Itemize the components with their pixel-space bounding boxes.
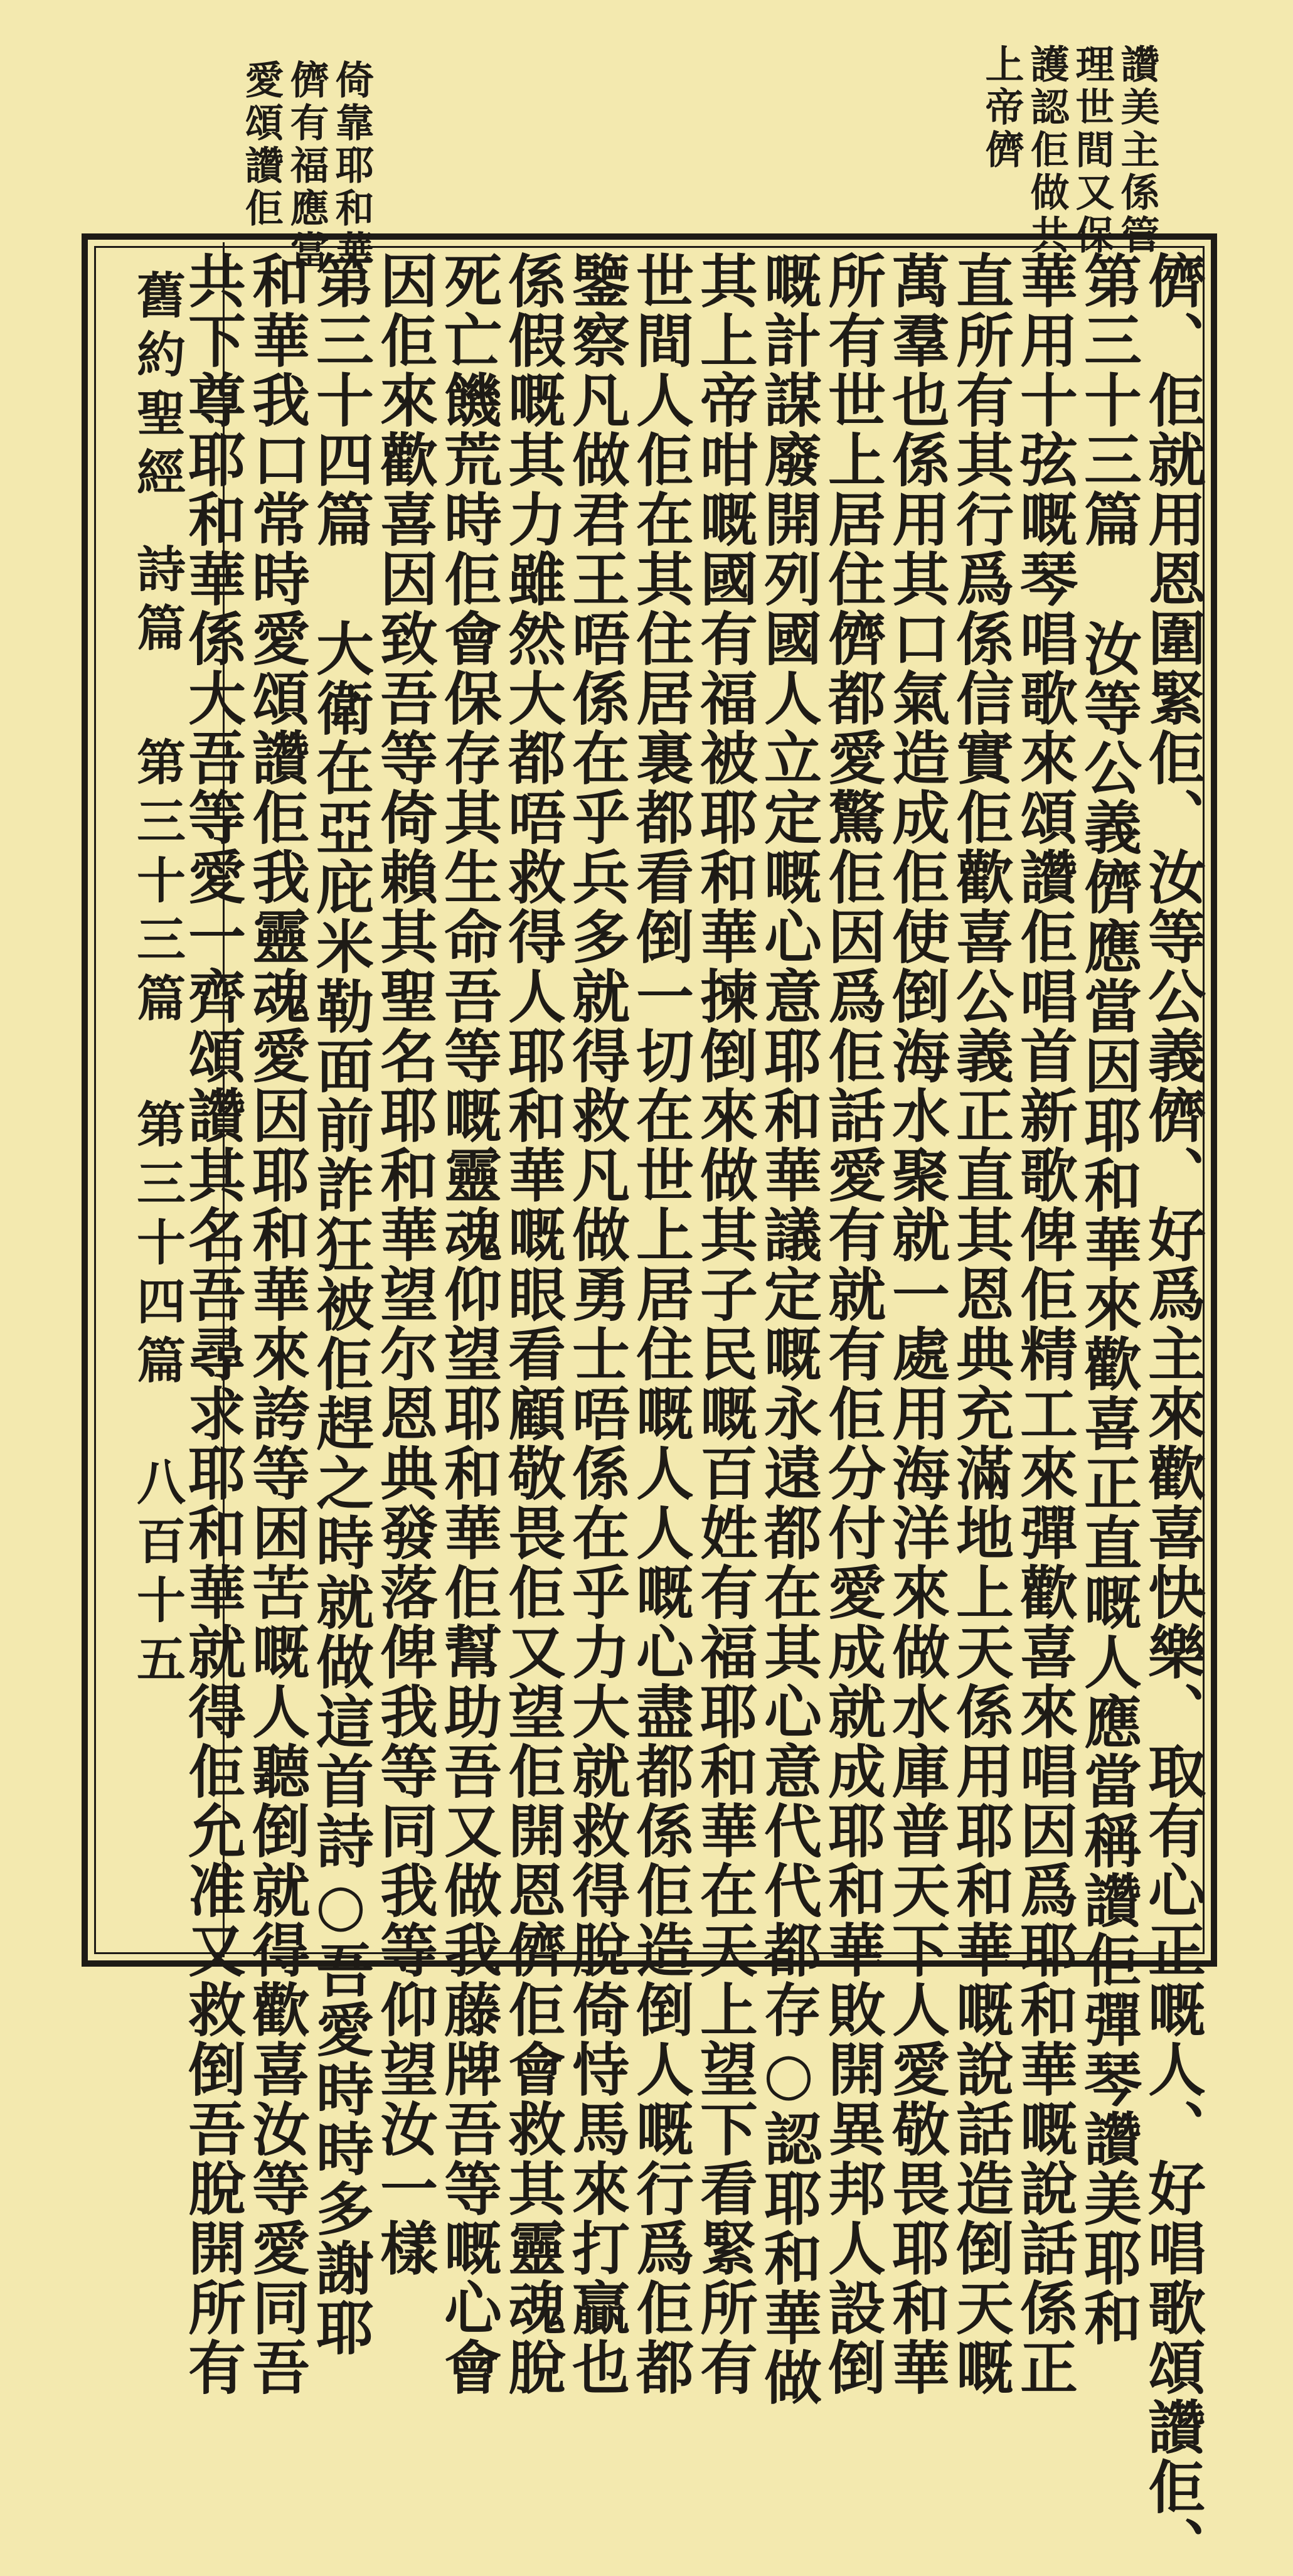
margin-note-line: 理世間又保 [1069,44,1115,257]
text-column: 萬羣也係用其口氣造成佢使倒海水聚就一處用海洋來做水庫普天下人愛敬畏耶和華 [883,251,950,2397]
text-column: 第三十四篇 大衛在亞庇米勒面前詐狂被佢趕之時就做這首詩○吾愛時時多謝耶 [307,251,375,2358]
text-column: 和華我口常時愛頌讚佢我靈魂愛因耶和華來誇等困苦嘅人聽倒就得歡喜汝等愛同吾 [243,251,311,2397]
text-column: 其上帝咁嘅國有福被耶和華揀倒來做其子民嘅百姓有福耶和華在天上望下看緊所有 [691,251,758,2397]
text-column: 嘅計謀廢開列國人立定嘅心意耶和華議定嘅永遠都在其心意代代都存○認耶和華做 [755,251,822,2407]
chapter-range: 第三十三篇 第三十四篇 [129,737,186,1394]
margin-note-line: 愛頌讚佢 [238,60,284,230]
text-column: 華用十弦嘅琴唱歌來頌讚佢唱首新歌俾佢精工來彈歡喜來唱因爲耶和華嘅說話係正 [1011,251,1078,2397]
text-column: 因佢來歡喜因致吾等倚賴其聖名耶和華望尔恩典發落俾我等同我等仰望汝一樣 [371,251,439,2278]
text-column: 世間人佢在其住居裏都看倒一切在世上居住嘅人人嘅心盡都係佢造倒人嘅行爲佢都 [627,251,694,2397]
text-column: 第三十三篇 汝等公義儕應當因耶和華來歡喜正直嘅人應當稱讚佢彈琴讚美耶和 [1075,251,1142,2348]
margin-note-line: 儕有福應當 [284,60,329,273]
scripture-text [179,251,1206,2576]
text-column: 直所有其行爲係信實佢歡喜公義正直其恩典充滿地上天係用耶和華嘅說話造倒天嘅 [947,251,1014,2397]
text-column: 鑒察凡做君王唔係在乎兵多就得救凡做勇士唔係在乎力大就救得脫倚恃馬來打贏也 [563,251,631,2397]
text-column: 共下尊耶和華係大吾等愛一齊頌讚其名吾尋求耶和華就得佢允准又救倒吾脫開所有 [179,251,247,2397]
margin-note-line: 上帝儕 [979,44,1024,172]
book-title: 舊約聖經 [129,270,186,506]
section-title: 詩篇 [129,543,186,661]
text-column: 儕、佢就用恩圍緊佢、汝等公義儕、好爲主來歡喜快樂、取有心正嘅人、好唱歌頌讚佢、 [1139,251,1206,2576]
margin-note-line: 讚美主係管 [1114,44,1160,257]
margin-note-line: 倚靠耶和華 [329,60,375,273]
margin-note-line: 護認佢做共 [1024,44,1070,257]
text-column: 係假嘅其力雖然大都唔救得人耶和華嘅眼看顧敬畏佢又望佢開恩儕佢會救其靈魂脫 [499,251,567,2397]
page-number: 八百十五 [129,1456,186,1692]
margin-note-right [979,44,1159,257]
text-column: 所有世上居住儕都愛驚佢因爲佢話愛有就有佢分付愛成就成耶和華敗開異邦人設倒 [819,251,886,2397]
text-column: 死亡饑荒時佢會保存其生命吾等嘅靈魂仰望耶和華佢幫助吾又做我藤牌吾等嘅心會 [435,251,503,2397]
